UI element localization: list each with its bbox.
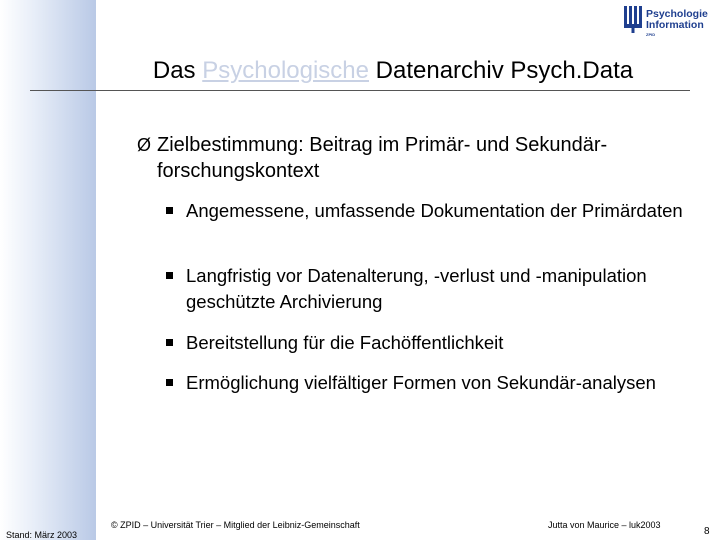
sub-point-text: Bereitstellung für die Fachöffentlichkeit (186, 332, 504, 353)
sub-point-text: Langfristig vor Datenalterung, -verlust und -manipulation geschützte Archivierung (186, 265, 647, 312)
sub-point-text: Angemessene, umfassende Dokumentation der Primärdaten (186, 200, 683, 221)
main-bullet-point (137, 132, 697, 184)
sub-point (166, 370, 686, 396)
psychologie-information-logo (622, 4, 718, 40)
footer-author: Jutta von Maurice – luk2003 (548, 520, 661, 530)
sub-point (166, 263, 686, 315)
slide-title (96, 56, 690, 86)
title-accent-link[interactable]: Psychologische (202, 57, 369, 84)
arrow-bullet-icon: Ø (137, 135, 152, 155)
logo-sub: ZPID (646, 32, 656, 37)
title-part-1: Das (152, 57, 203, 84)
footer-date: Stand: März 2003 (6, 530, 78, 540)
logo-line-1: Psychologie (646, 8, 708, 20)
footer-copyright: © ZPID – Universität Trier – Mitglied der Leibniz-Gemeinschaft (111, 520, 360, 530)
square-bullet-icon (166, 207, 173, 214)
sidebar-gradient (0, 0, 96, 540)
sub-point-text: Ermöglichung vielfältiger Formen von Sekundär-analysen (186, 372, 656, 393)
square-bullet-icon (166, 339, 173, 346)
main-point-text: Zielbestimmung: Beitrag im Primär- und Sekundär-forschungskontext (157, 134, 608, 182)
sub-point (166, 330, 686, 356)
square-bullet-icon (166, 272, 173, 279)
logo-line-2: Information (646, 19, 704, 31)
page-number: 8 (704, 526, 710, 537)
sub-point (166, 198, 686, 224)
title-divider (30, 90, 690, 91)
square-bullet-icon (166, 379, 173, 386)
zpid-emblem-icon (622, 4, 644, 34)
title-part-2: Datenarchiv Psych.Data (369, 57, 634, 84)
